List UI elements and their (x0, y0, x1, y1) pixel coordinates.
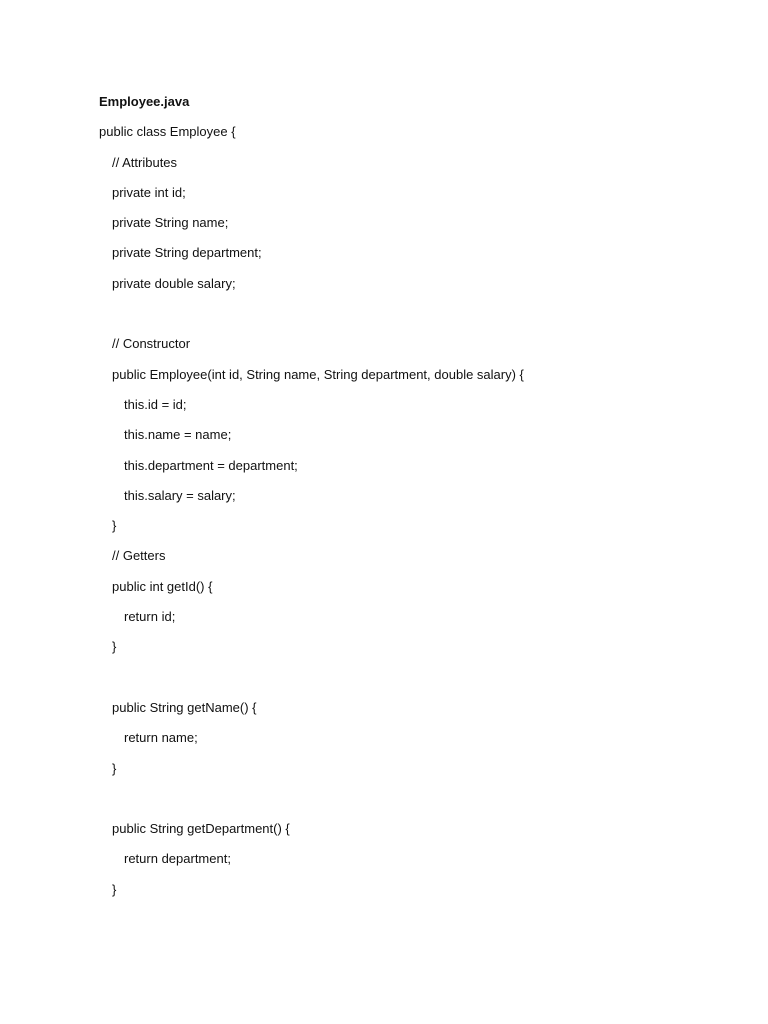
code-line: this.department = department; (124, 457, 298, 473)
code-line: public class Employee { (99, 124, 236, 140)
code-line: private int id; (112, 184, 186, 200)
document-body (99, 92, 699, 910)
code-line: public String getDepartment() { (112, 821, 290, 837)
code-line: } (112, 881, 117, 897)
code-line: // Attributes (112, 154, 178, 170)
code-line: public int getId() { (112, 578, 213, 594)
code-line: return name; (124, 730, 198, 746)
code-line: return id; (124, 609, 176, 625)
blank-line (99, 304, 699, 334)
code-line: this.id = id; (124, 396, 187, 412)
code-line: return department; (124, 851, 231, 867)
code-line: } (112, 639, 117, 655)
blank-line (99, 668, 699, 698)
code-line: private double salary; (112, 275, 236, 291)
code-line: public String getName() { (112, 699, 257, 715)
document-title: Employee.java (99, 94, 190, 109)
code-line: // Constructor (112, 336, 191, 352)
code-line: this.salary = salary; (124, 487, 236, 503)
code-line: } (112, 760, 117, 776)
code-line: private String name; (112, 215, 229, 231)
code-line: this.name = name; (124, 427, 232, 443)
code-line: public Employee(int id, String name, String department, double salary) { (112, 366, 524, 382)
code-block (99, 122, 699, 910)
code-line: private String department; (112, 245, 262, 261)
code-line: // Getters (112, 548, 166, 564)
blank-line (99, 789, 699, 819)
code-line: } (112, 518, 117, 534)
